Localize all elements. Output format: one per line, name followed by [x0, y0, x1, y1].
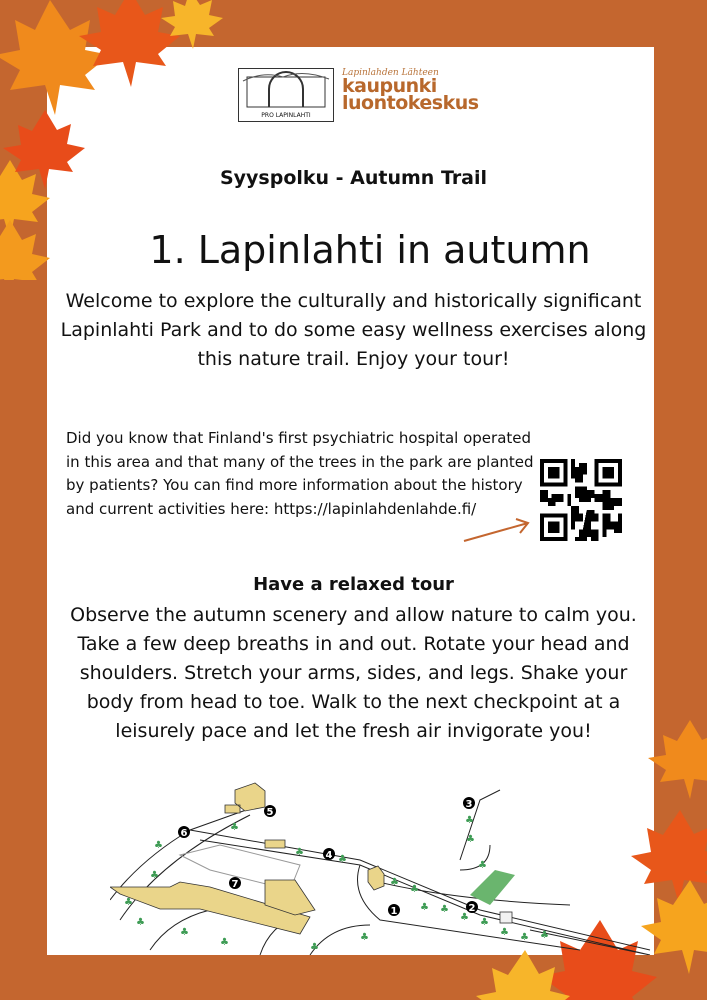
svg-text:♣: ♣: [360, 932, 369, 943]
svg-text:♣: ♣: [540, 930, 549, 941]
page-title: 1. Lapinlahti in autumn: [149, 228, 591, 272]
svg-text:♣: ♣: [338, 854, 347, 865]
svg-text:♣: ♣: [310, 942, 319, 953]
tour-text: Observe the autumn scenery and allow nature to calm you. Take a few deep breaths in and out. Rotate your head and shoulders. Stretch your arms, sides, and legs. Shake your body from head to toe. Walk to the next checkpoint at a leisurely pace and let the fresh air invigorate you!: [70, 604, 637, 742]
svg-text:♣: ♣: [466, 834, 475, 845]
svg-text:♣: ♣: [150, 870, 159, 881]
marker-3: [463, 797, 475, 810]
svg-text:2: 2: [468, 903, 476, 914]
svg-text:♣: ♣: [410, 884, 419, 895]
trail-subtitle: Syyspolku - Autumn Trail: [219, 167, 488, 189]
svg-text:♣: ♣: [136, 917, 145, 928]
marker-4: [323, 848, 335, 861]
svg-text:♣: ♣: [478, 860, 487, 871]
svg-text:♣: ♣: [500, 927, 509, 938]
qr-code[interactable]: [540, 459, 622, 541]
svg-text:1: 1: [390, 906, 398, 917]
svg-text:♣: ♣: [295, 847, 304, 858]
marker-6: [178, 826, 190, 839]
svg-text:♣: ♣: [480, 917, 489, 928]
svg-text:♣: ♣: [440, 904, 449, 915]
pro-lapinlahti-logo: PRO LAPINLAHTI: [238, 68, 334, 122]
svg-text:6: 6: [180, 828, 188, 839]
marker-1: [388, 904, 400, 917]
svg-text:♣: ♣: [465, 815, 474, 826]
svg-text:♣: ♣: [460, 912, 469, 923]
svg-text:♣: ♣: [230, 822, 239, 833]
svg-text:7: 7: [231, 879, 239, 890]
svg-text:♣: ♣: [180, 927, 189, 938]
intro-text: Welcome to explore the culturally and historically significant Lapinlahti Park and to do some easy wellness exercises along this nature trail. Enjoy your tour!: [60, 290, 647, 370]
svg-text:♣: ♣: [520, 932, 529, 943]
svg-text:♣: ♣: [124, 897, 133, 908]
logos: [238, 68, 498, 124]
svg-text:♣: ♣: [220, 937, 229, 948]
svg-text:♣: ♣: [390, 877, 399, 888]
marker-2: [466, 901, 478, 914]
svg-text:5: 5: [266, 807, 274, 818]
arrow-icon: [462, 515, 534, 545]
marker-7: [229, 877, 241, 890]
svg-text:♣: ♣: [154, 840, 163, 851]
park-map: [110, 780, 654, 955]
svg-text:3: 3: [465, 799, 473, 810]
kaupunkiluontokeskus-logo: Lapinlahden Lähteen kaupunki luontokeskus: [342, 68, 479, 114]
svg-text:♣: ♣: [420, 902, 429, 913]
svg-text:4: 4: [325, 850, 333, 861]
tour-heading: Have a relaxed tour: [253, 574, 454, 595]
fact-text: Did you know that Finland's first psychiatric hospital operated in this area and that many of the trees in the park are planted by patients? You can find more information about the history and current activities here: https://lapinlahdenlahde.fi/: [66, 429, 534, 518]
marker-5: [264, 805, 276, 818]
